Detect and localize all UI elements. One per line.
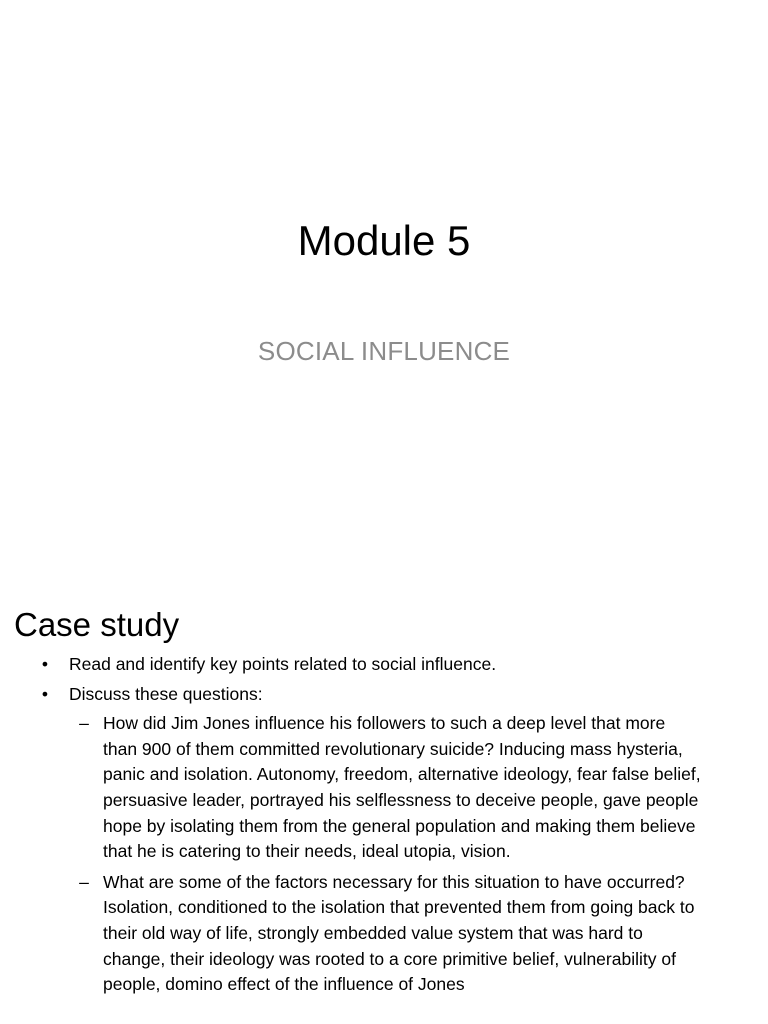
slide-title: Module 5 xyxy=(297,217,471,264)
sub-bullet-text: What are some of the factors necessary for this situation to have occurred? Isolation, conditioned to the isolation that prevented them from going back to their old way of life, strongly embedded value system that was hard to change, their ideology was rooted to a core primitive belief, vulnerability of people, domino effect of the influence of Jones xyxy=(103,871,695,995)
slide-subtitle: SOCIAL INFLUENCE xyxy=(257,336,511,366)
bullet-item xyxy=(0,682,768,998)
bullet-marker: • xyxy=(41,654,49,674)
bullet-item xyxy=(0,652,768,678)
case-study-heading: Case study xyxy=(14,606,180,643)
bullet-marker: • xyxy=(41,683,49,704)
bullet-text: Discuss these questions: xyxy=(69,683,263,704)
case-study-slide xyxy=(0,576,768,1024)
sub-bullet-marker: – xyxy=(79,713,89,734)
sub-bullet-list xyxy=(69,711,738,998)
sub-bullet-item xyxy=(0,870,738,998)
sub-bullet-marker: – xyxy=(79,871,89,892)
bullet-list xyxy=(0,652,768,1003)
bullet-text: Read and identify key points related to social influence. xyxy=(69,654,497,674)
sub-bullet-text: How did Jim Jones influence his followers to such a deep level that more than 900 of them committed revolutionary suicide? Inducing mass hysteria, panic and isolation. Autonomy, freedom, alternative ideology, fear false belief, persuasive leader, portrayed his selflessness to deceive people, gave people hope by isolating them from the general population and making them believe that he is catering to their needs, ideal utopia, vision. xyxy=(103,713,701,862)
sub-bullet-item xyxy=(0,711,738,865)
